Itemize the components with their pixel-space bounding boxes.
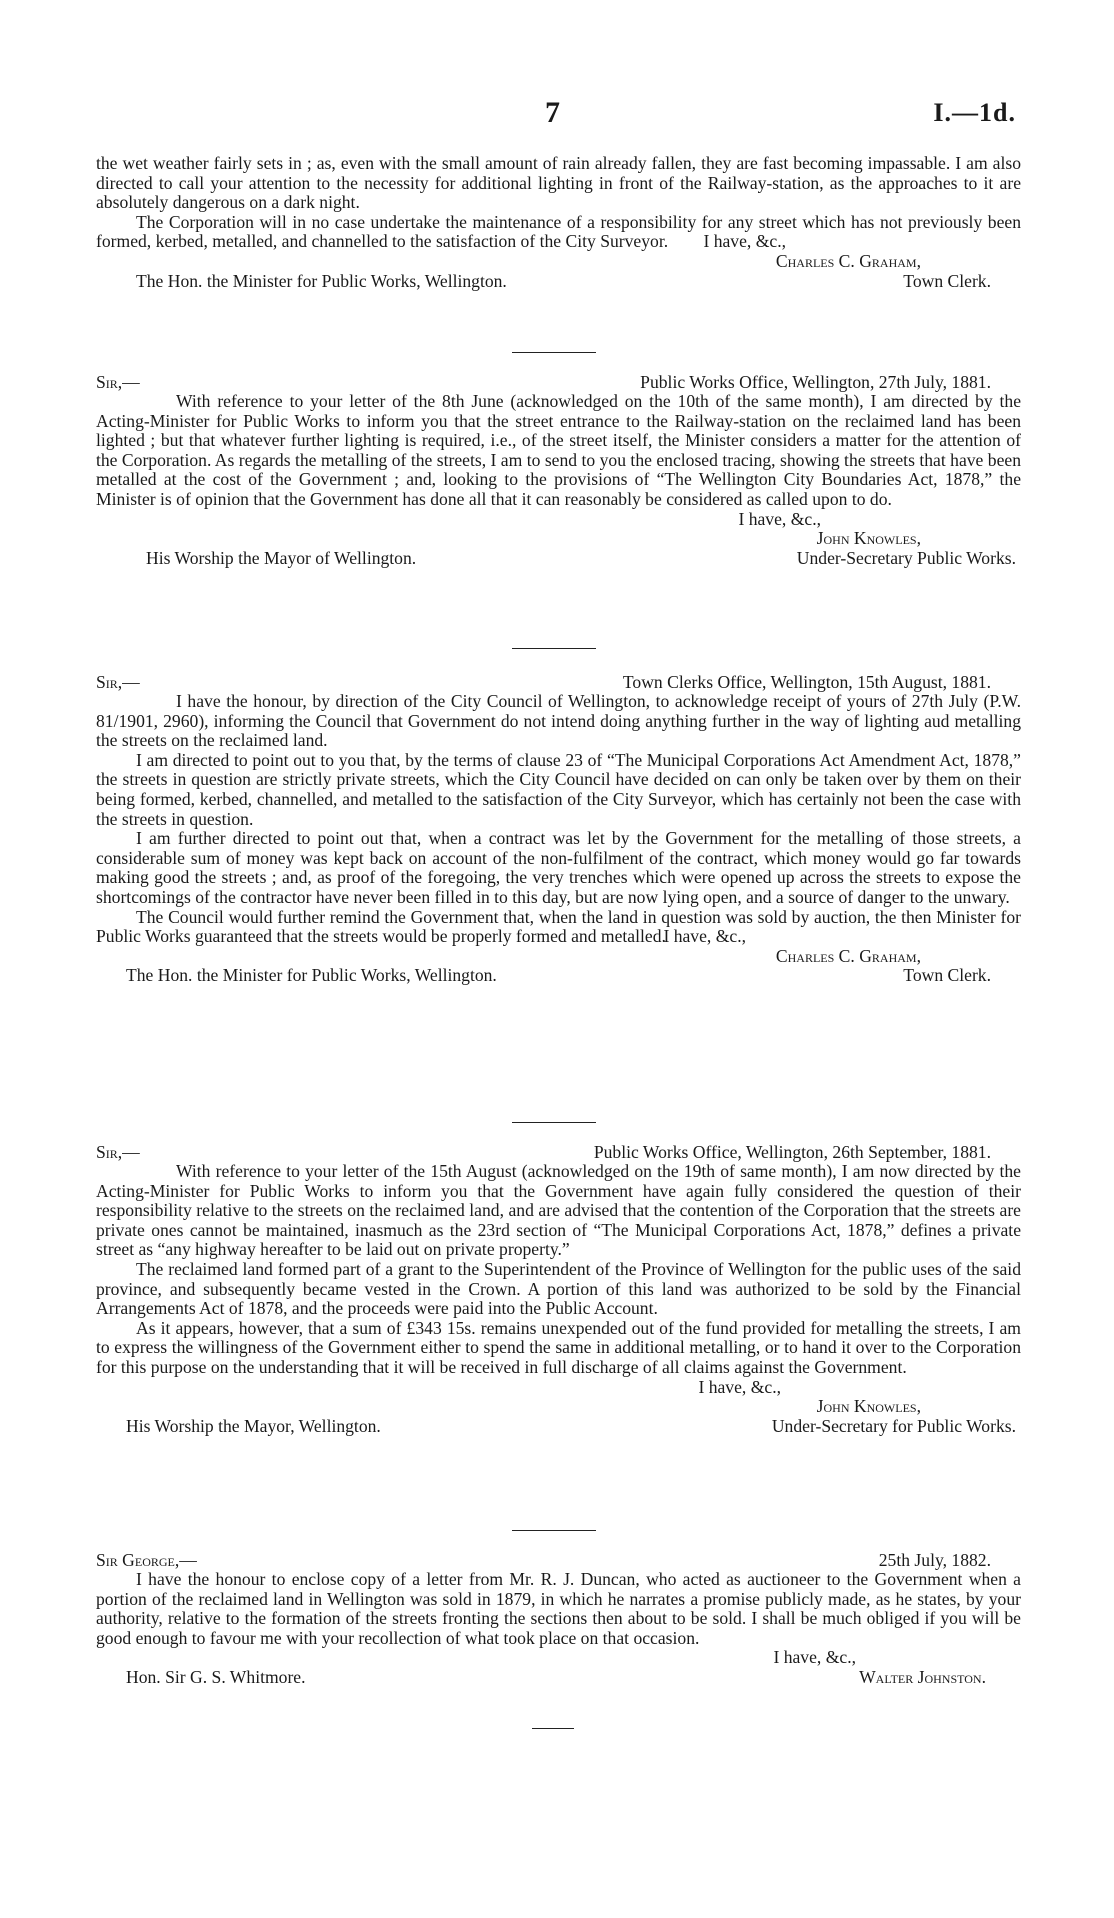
letter-address: Public Works Office, Wellington, 26th September, 1881. xyxy=(593,1142,991,1162)
letter-2-paragraph: With reference to your letter of the 8th June (acknowledged on the 10th of the same month), I am directed by the Acting-Minister for Public Works to inform you that the street entrance to the Railway-station on the reclaimed land has been lighted ; but that whatever further lighting is required, i.e., of the street itself, the Minister considers a matter for the attention of the Corporation. As regards the metalling of the streets, I am to send to you the enclosed tracing, showing the streets that have been metalled at the cost of the Government ; and, looking to the provisions of “The Wellington City Boundaries Act, 1878,” the Minister is of opinion that the Government has done all that it can reasonably be considered as called upon to do. xyxy=(96,391,1021,509)
signer-title: Under-Secretary Public Works. xyxy=(796,547,1016,568)
section-divider xyxy=(512,1122,596,1123)
letter-1-paragraph: the wet weather fairly sets in ; as, even with the small amount of rain already fallen, they are fast becoming impassable. I am also directed to call your attention to the necessity for additional lighting in front of the Railway-station, as the approaches to it are absolutely dangerous on a dark night. xyxy=(96,153,1021,213)
signer-name: Charles C. Graham, xyxy=(775,250,921,271)
letter-address: Public Works Office, Wellington, 27th July, 1881. xyxy=(640,372,991,392)
letter-4-paragraph: The reclaimed land formed part of a grant to the Superintendent of the Province of Wellington for the public uses of the said province, and subsequently became vested in the Crown. A portion of this land was authorized to be sold by the Financial Arrangements Act of 1878, and the proceeds were paid into the Public Account. xyxy=(96,1258,1021,1319)
signer-name: Charles C. Graham, xyxy=(775,945,921,966)
signer-name: John Knowles, xyxy=(816,1396,921,1417)
letter-4-closing xyxy=(96,1378,1021,1437)
letter-5-paragraph: I have the honour to enclose copy of a letter from Mr. R. J. Duncan, who acted as auctioneer to the Government when a portion of the reclaimed land in Wellington was sold in 1879, in which he narrates a promise publicly made, as he states, by your authority, relative to the formation of the streets fronting the sections then about to be sold. I shall be much obliged if you will be good enough to favour me with your recollection of what took place on that occasion. xyxy=(96,1569,1021,1648)
closing-phrase: I have, &c., xyxy=(738,508,821,529)
letter-4 xyxy=(96,1142,1021,1436)
section-divider xyxy=(512,648,596,649)
salutation: Sir,— xyxy=(96,1142,140,1162)
signer-name: Walter Johnston. xyxy=(859,1666,986,1687)
addressee: Hon. Sir G. S. Whitmore. xyxy=(126,1666,306,1687)
letter-address: Town Clerks Office, Wellington, 15th August, 1881. xyxy=(622,672,991,692)
letter-5 xyxy=(96,1550,1021,1688)
letter-3-paragraph: I am further directed to point out that, when a contract was let by the Government for the metalling of those streets, a considerable sum of money was kept back on account of the non-fulfilment of the contract, which money would go far towards making good the streets ; and, as proof of the foregoing, the very trenches which were opened up across the streets to expose the shortcomings of the contractor have never been filled in to this day, but are now lying open, and a source of danger to the unwary. xyxy=(96,828,1021,907)
closing-phrase: I have, &c., xyxy=(703,231,786,252)
signer-title: Town Clerk. xyxy=(903,965,991,986)
addressee: His Worship the Mayor, Wellington. xyxy=(126,1415,381,1436)
letter-3-paragraph: The Council would further remind the Government that, when the land in question was sold by auction, the then Minister for Public Works guaranteed that the streets would be properly formed and metalled. xyxy=(96,906,1021,947)
letter-3-heading xyxy=(96,672,1021,692)
letter-1 xyxy=(96,154,1021,291)
salutation: Sir,— xyxy=(96,672,140,692)
signer-name: John Knowles, xyxy=(816,528,921,549)
letter-3-closing xyxy=(96,927,1021,986)
letter-3-paragraph: I am directed to point out to you that, by the terms of clause 23 of “The Municipal Corporations Act Amendment Act, 1878,” the streets in question are strictly private streets, which the City Council have decided on can only be taken over by them on their being formed, kerbed, channelled, and metalled to the satisfaction of the City Surveyor, which has certainly not been the case with the streets in question. xyxy=(96,749,1021,829)
letter-4-heading xyxy=(96,1142,1021,1162)
section-divider xyxy=(512,352,596,353)
letter-4-paragraph: With reference to your letter of the 15th August (acknowledged on the 19th of same month), I am now directed by the Acting-Minister for Public Works to inform you that the Government have again fully considered the question of their responsibility relative to the streets on the reclaimed land, and are advised that the contention of the Corporation that the streets are private ones cannot be maintained, inasmuch as the 23rd section of “The Municipal Corporations Act, 1878,” defines a private street as “any highway hereafter to be laid out on private property.” xyxy=(96,1161,1021,1260)
salutation: Sir,— xyxy=(96,372,140,392)
letter-5-heading xyxy=(96,1550,1021,1570)
closing-phrase: I have, &c., xyxy=(698,1376,781,1397)
closing-phrase: I have, &c., xyxy=(663,926,746,947)
end-divider xyxy=(532,1728,574,1729)
letter-2-heading xyxy=(96,372,1021,392)
letter-2 xyxy=(96,372,1021,568)
closing-phrase: I have, &c., xyxy=(773,1647,856,1668)
addressee: His Worship the Mayor of Wellington. xyxy=(146,547,417,568)
addressee: The Hon. the Minister for Public Works, Wellington. xyxy=(126,965,497,986)
letter-3-paragraph: I have the honour, by direction of the City Council of Wellington, to acknowledge receipt of yours of 27th July (P.W. 81/1901, 2960), informing the Council that Government do not intend doing anything further in the way of lighting aud metalling the streets on the reclaimed land. xyxy=(96,691,1021,751)
signer-title: Town Clerk. xyxy=(903,270,991,291)
signer-title: Under-Secretary for Public Works. xyxy=(771,1415,1016,1436)
salutation: Sir George,— xyxy=(96,1550,197,1570)
page-number: 7 xyxy=(545,96,560,129)
letter-5-closing xyxy=(96,1648,1021,1687)
letter-1-paragraph: The Corporation will in no case undertake the maintenance of a responsibility for any street which has not previously been formed, kerbed, metalled, and channelled to the satisfaction of the City Surveyor. xyxy=(96,211,1021,252)
letter-3 xyxy=(96,672,1021,986)
page-reference: I.—1d. xyxy=(933,98,1016,127)
addressee: The Hon. the Minister for Public Works, Wellington. xyxy=(136,270,507,291)
letter-4-paragraph: As it appears, however, that a sum of £343 15s. remains unexpended out of the fund provided for metalling the streets, I am to express the willingness of the Government either to spend the same in additional metalling, or to hand it over to the Corporation for this purpose on the understanding that it will be received in full discharge of all claims against the Government. xyxy=(96,1317,1021,1377)
letter-2-closing xyxy=(96,510,1021,569)
section-divider xyxy=(512,1530,596,1531)
letter-1-closing xyxy=(96,232,1021,291)
letter-date: 25th July, 1882. xyxy=(878,1550,991,1570)
